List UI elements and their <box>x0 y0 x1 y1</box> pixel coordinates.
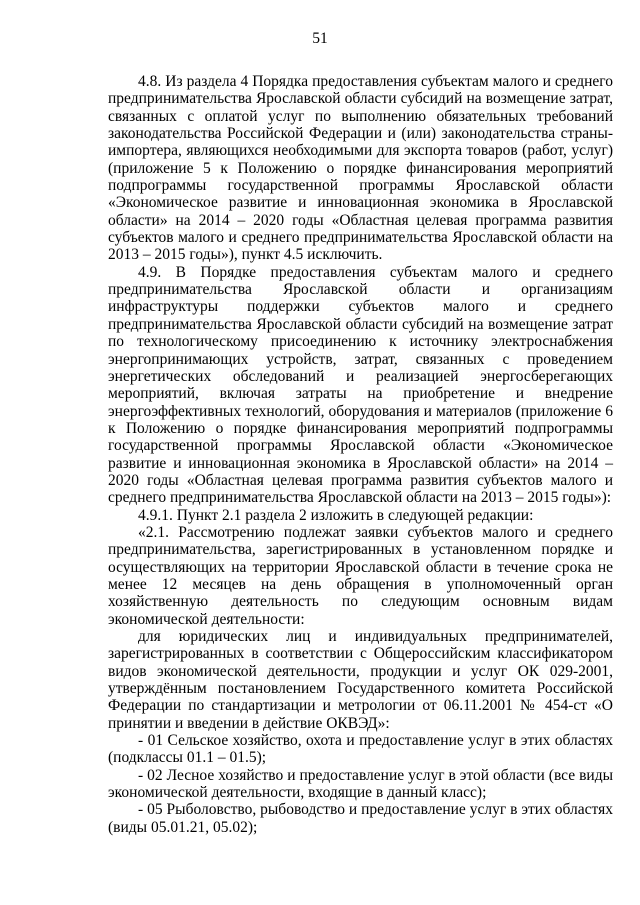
paragraph-4-8: 4.8. Из раздела 4 Порядка предоставления субъектам малого и среднего предпринимательства Ярославской области субсидий на возмещение затрат, связанных с оплатой услуг по выполнению обязательных требований законодательства Российской Федерации и (или) законодательства страны-импортера, являющихся необходимыми для экспорта товаров (работ, услуг) (приложение 5 к Положению о порядке финансирования мероприятий подпрограммы государственной программы Ярославской области «Экономическое развитие и инновационная экономика в Ярославской области» на 2014 – 2020 годы «Областная целевая программа развития субъектов малого и среднего предпринимательства Ярославской области на 2013 – 2015 годы»), пункт 4.5 исключить. <box>108 73 613 264</box>
list-item-okved-05: - 05 Рыболовство, рыбоводство и предоставление услуг в этих областях (виды 05.01.21, 05.02); <box>108 801 613 836</box>
list-item-okved-02: - 02 Лесное хозяйство и предоставление услуг в этой области (все виды экономической деятельности, входящие в данный класс); <box>108 766 613 802</box>
document-body <box>108 73 613 836</box>
paragraph-legal-entities: для юридических лиц и индивидуальных предпринимателей, зарегистрированных в соответствии с Общероссийским классификатором видов экономической деятельности, продукции и услуг ОК 029-2001, утверждённым постановлением Государственного комитета Российской Федерации по стандартизации и метрологии от 06.11.2001 № 454-ст «О принятии и введении в действие ОКВЭД»: <box>108 628 613 732</box>
list-item-okved-01: - 01 Сельское хозяйство, охота и предоставление услуг в этих областях (подклассы 01.1 – 01.5); <box>108 732 613 767</box>
paragraph-4-9-1: 4.9.1. Пункт 2.1 раздела 2 изложить в следующей редакции: <box>138 506 534 524</box>
paragraph-2-1-quote: «2.1. Рассмотрению подлежат заявки субъектов малого и среднего предпринимательства, зарегистрированных в установленном порядке и осуществляющих на территории Ярославской области в течение срока не менее 12 месяцев на день обращения в уполномоченный орган хозяйственную деятельность по следующим основным видам экономической деятельности: <box>108 523 613 628</box>
page-number: 51 <box>312 30 328 47</box>
paragraph-4-9: 4.9. В Порядке предоставления субъектам малого и среднего предпринимательства Ярославской области и организациям инфраструктуры поддержки субъектов малого и среднего предпринимательства Ярославской области субсидий на возмещение затрат по технологическому присоединению к источнику электроснабжения энергопринимающих устройств, затрат, связанных с проведением энергетических обследований и реализацией энергосберегающих мероприятий, включая затраты на приобретение и внедрение энергоэффективных технологий, оборудования и материалов (приложение 6 к Положению о порядке финансирования мероприятий подпрограммы государственной программы Ярославской области «Экономическое развитие и инновационная экономика в Ярославской области» на 2014 – 2020 годы «Областная целевая программа развития субъектов малого и среднего предпринимательства Ярославской области на 2013 – 2015 годы»): <box>108 263 613 507</box>
